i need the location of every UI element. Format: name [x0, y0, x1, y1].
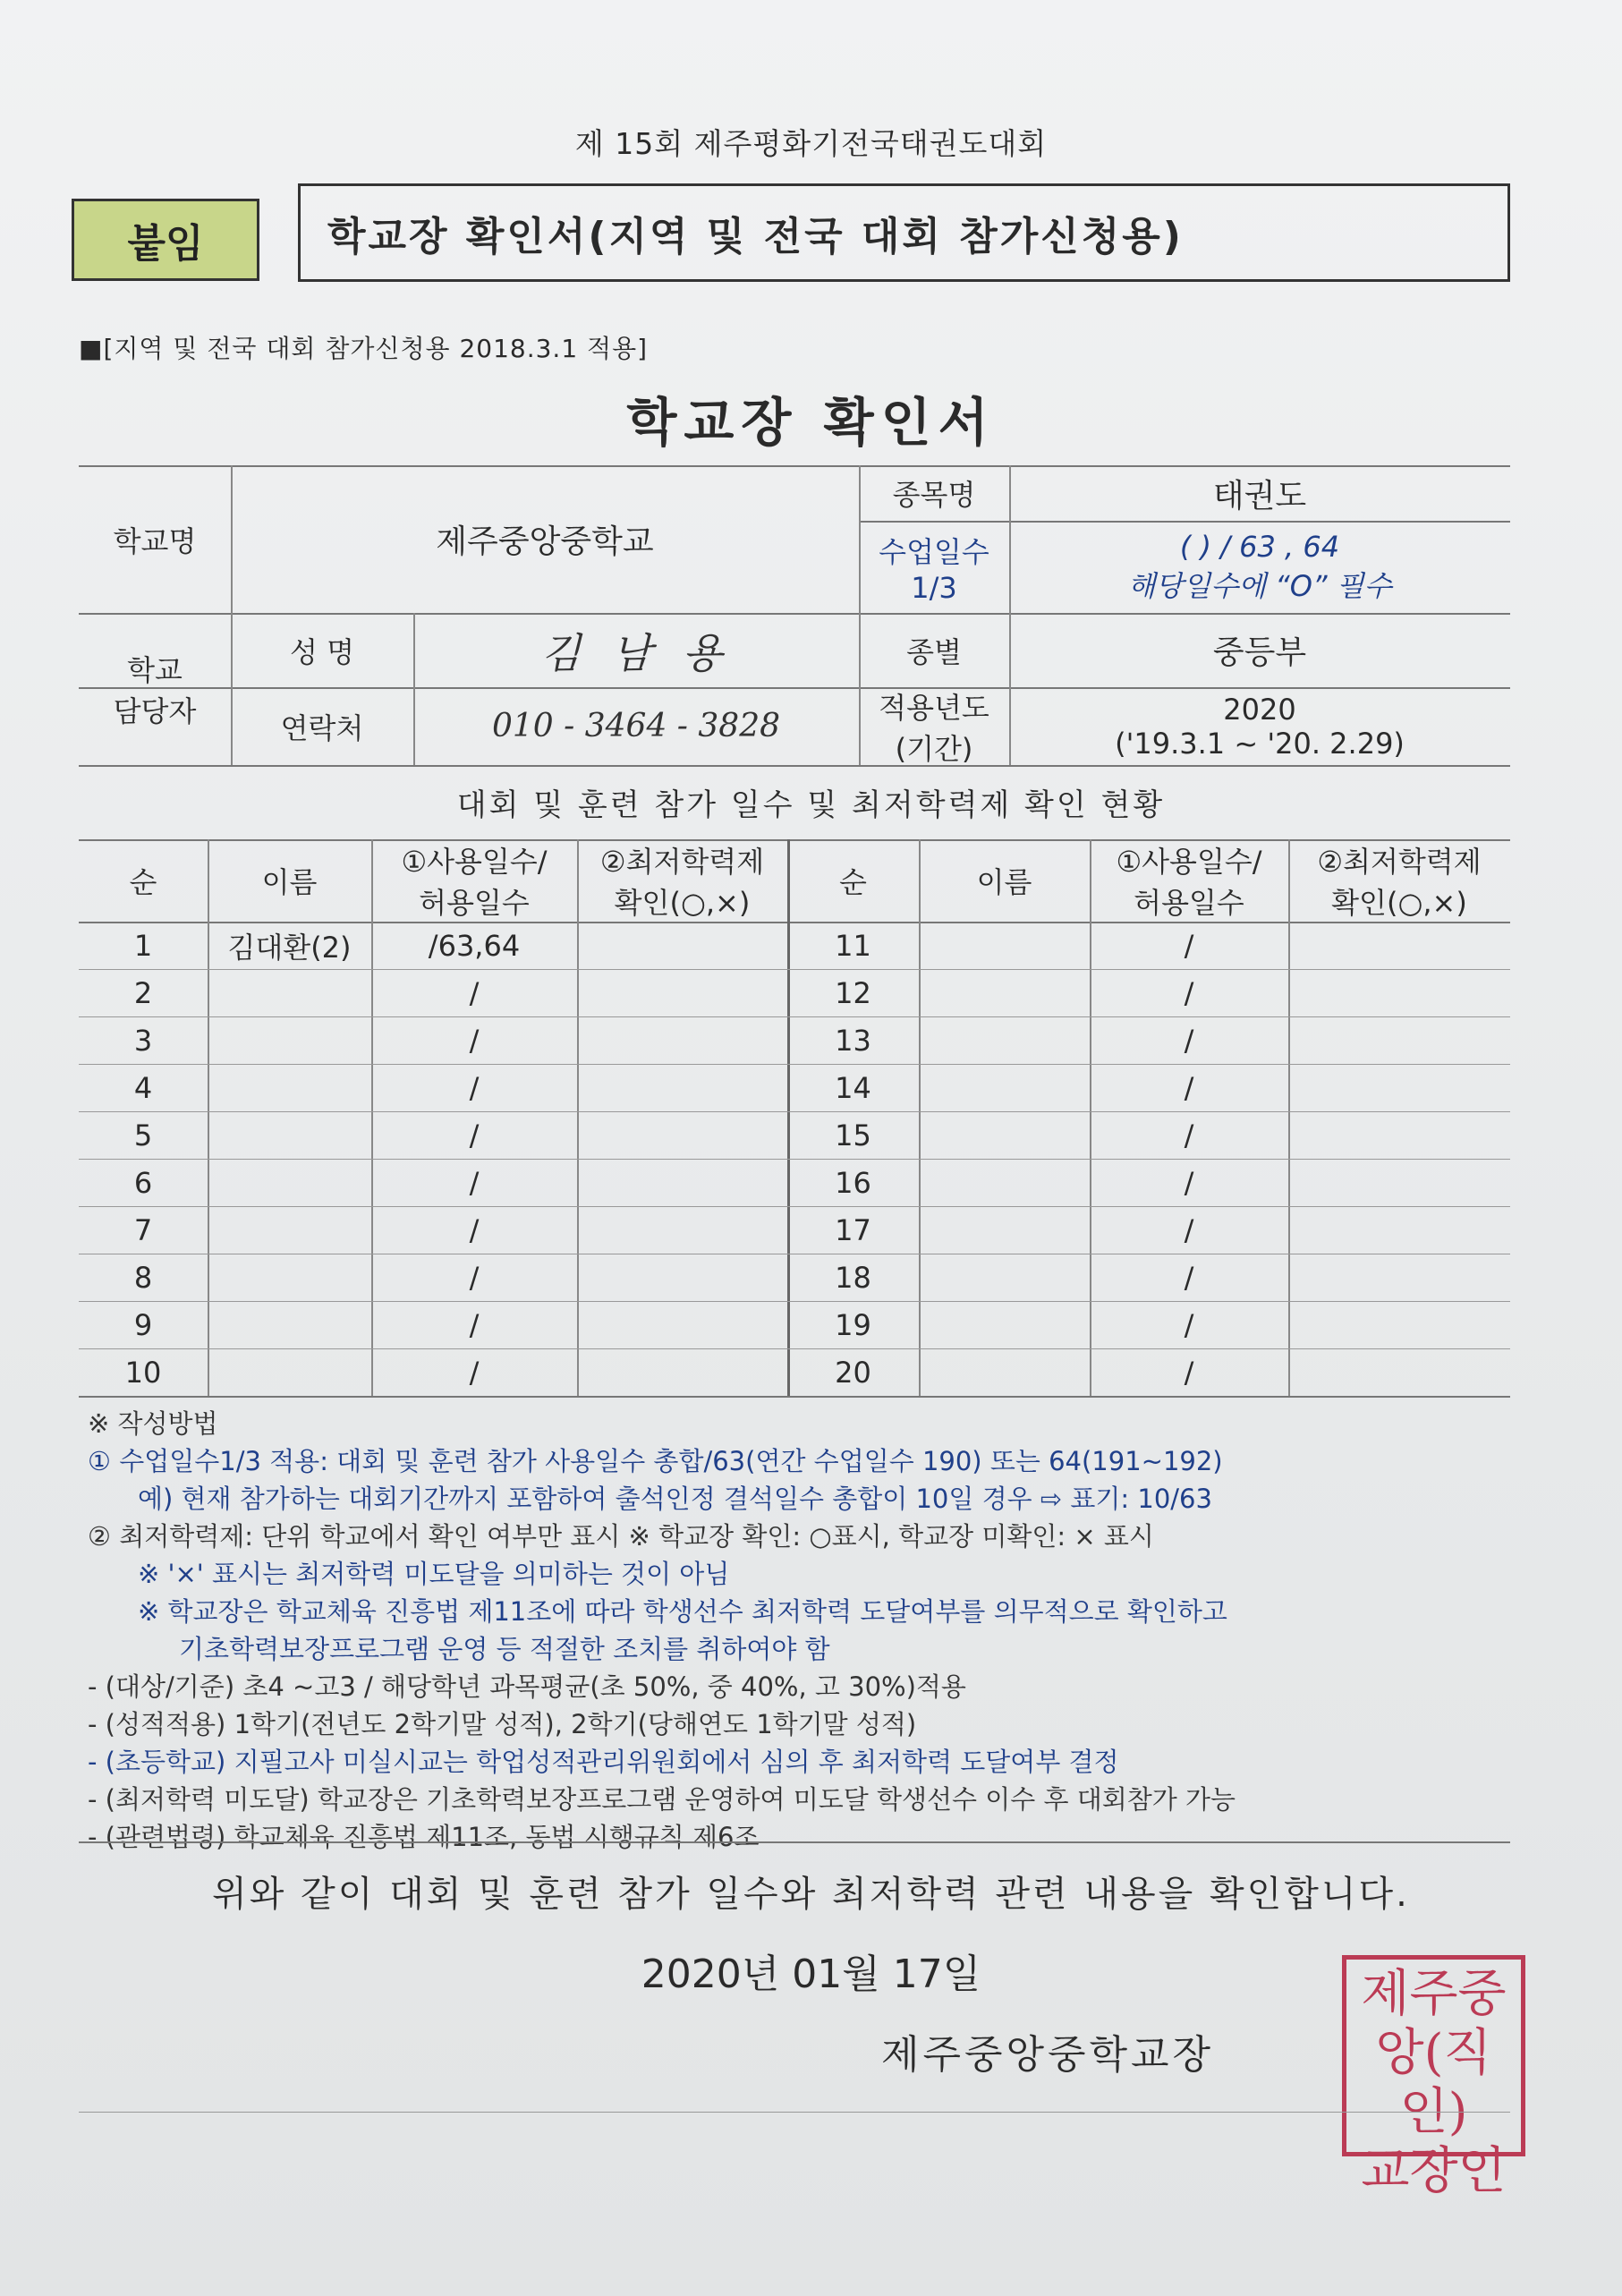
athlete-name	[208, 1254, 371, 1301]
principal-name: 제주중앙중학교장	[881, 2032, 1215, 2078]
days-used: /	[1184, 1307, 1194, 1342]
instruction-10: - (최저학력 미도달) 학교장은 기초학력보장프로그램 운영하여 미도달 학생선수 이수 후 대회참가 가능	[88, 1784, 1236, 1815]
academic-check	[1288, 1254, 1510, 1301]
school-name-value: 제주중앙중학교	[436, 523, 654, 560]
instruction-9: - (초등학교) 지필고사 미실시교는 학업성적관리위원회에서 심의 후 최저학력 도달여부 결정	[88, 1747, 1119, 1777]
instruction-5: ※ 학교장은 학교체육 진흥법 제11조에 따라 학생선수 최저학력 도달여부를 의무적으로 확인하고	[138, 1596, 1227, 1627]
header-no-right: 순	[839, 865, 867, 899]
days-used: /	[469, 1165, 480, 1200]
academic-check	[577, 1064, 787, 1111]
attachment-badge: 붙임	[72, 199, 259, 281]
academic-check	[1288, 969, 1510, 1016]
row-number: 3	[133, 1023, 153, 1058]
class-days-fraction: ( ) / 63 , 64	[1179, 529, 1340, 564]
class-days-label-line2: 1/3	[911, 570, 957, 605]
instruction-4: ※ '×' 표시는 최저학력 미도달을 의미하는 것이 아님	[138, 1559, 730, 1589]
athlete-name	[208, 1159, 371, 1206]
year-value-line2: ('19.3.1 ~ '20. 2.29)	[1115, 726, 1405, 761]
row-number: 1	[133, 928, 153, 963]
instruction-1: ① 수업일수1/3 적용: 대회 및 훈련 참가 사용일수 총합/63(연간 수업일수 190) 또는 64(191~192)	[88, 1446, 1223, 1476]
row-number: 8	[133, 1260, 153, 1295]
athlete-name	[919, 1064, 1090, 1111]
contact-label-line2: 담당자	[113, 694, 197, 728]
days-used: /	[469, 1023, 480, 1058]
days-used: /	[469, 1070, 480, 1105]
header-days-left-line1: ①사용일수/	[401, 845, 548, 879]
header-days-left-line2: 허용일수	[419, 886, 530, 920]
row-number: 19	[835, 1307, 871, 1342]
year-label-line1: 적용년도	[879, 690, 989, 725]
document-title: 학교장 확인서	[626, 392, 996, 453]
row-number: 17	[835, 1212, 871, 1247]
school-name-label: 학교명	[113, 523, 197, 558]
academic-check	[577, 1206, 787, 1254]
days-used: /	[1184, 1165, 1194, 1200]
athlete-name	[208, 1016, 371, 1064]
athlete-name	[919, 922, 1090, 969]
athlete-name	[919, 1301, 1090, 1348]
instruction-3: ② 최저학력제: 단위 학교에서 확인 여부만 표시 ※ 학교장 확인: ○표시, 학교장 미확인: × 표시	[88, 1521, 1154, 1552]
academic-check	[577, 969, 787, 1016]
athlete-name	[919, 1111, 1090, 1159]
status-subtitle: 대회 및 훈련 참가 일수 및 최저학력제 확인 현황	[456, 787, 1166, 823]
row-number: 6	[133, 1165, 153, 1200]
athlete-name	[919, 1206, 1090, 1254]
row-number: 9	[133, 1307, 153, 1342]
academic-check	[1288, 922, 1510, 969]
athlete-name	[208, 1064, 371, 1111]
athlete-name	[208, 969, 371, 1016]
year-value	[1009, 687, 1510, 765]
class-days-label-line1: 수업일수	[879, 534, 989, 569]
days-used: /	[1184, 1023, 1194, 1058]
days-used: /	[469, 1260, 480, 1295]
year-label-line2: (기간)	[895, 731, 973, 766]
class-days-instruction: 해당일수에 “O” 필수	[1127, 568, 1392, 603]
days-used: /	[1184, 1260, 1194, 1295]
days-used: /	[1184, 1070, 1194, 1105]
year-value-line1: 2020	[1223, 692, 1296, 727]
athlete-name	[919, 1348, 1090, 1396]
name-label: 성 명	[290, 634, 354, 669]
instruction-7: - (대상/기준) 초4 ~고3 / 해당학년 과목평균(초 50%, 중 40%, 고 30%)적용	[88, 1671, 966, 1702]
days-used: /	[1184, 1355, 1194, 1390]
official-seal: 제주중 앙(직인) 교장인	[1342, 1955, 1525, 2156]
athlete-name	[919, 1016, 1090, 1064]
days-used: /	[469, 1355, 480, 1390]
instruction-11: - (관련법령) 학교체육 진흥법 제11조, 동법 시행규칙 제6조	[88, 1822, 760, 1852]
days-used: /	[1184, 975, 1194, 1010]
division-value: 중등부	[1212, 634, 1307, 671]
days-used: /	[469, 1212, 480, 1247]
confirmation-statement: 위와 같이 대회 및 훈련 참가 일수와 최저학력 관련 내용을 확인합니다.	[212, 1874, 1410, 1915]
academic-check	[577, 1254, 787, 1301]
row-number: 4	[133, 1070, 153, 1105]
signing-date: 2020년 01월 17일	[641, 1952, 981, 1997]
class-days-value	[1009, 521, 1510, 613]
row-number: 12	[835, 975, 871, 1010]
academic-check	[1288, 1111, 1510, 1159]
header-days-right-line2: 허용일수	[1134, 886, 1244, 920]
academic-check	[577, 1348, 787, 1396]
sport-label: 종목명	[892, 478, 976, 512]
academic-check	[1288, 1348, 1510, 1396]
class-days-label	[859, 521, 1009, 613]
row-number: 14	[835, 1070, 871, 1105]
sport-value: 태권도	[1212, 477, 1307, 514]
days-used: /	[1184, 928, 1194, 963]
days-used: /	[469, 1307, 480, 1342]
header-acad-right-line1: ②최저학력제	[1317, 845, 1482, 879]
contact-label-line1: 학교	[127, 653, 183, 687]
row-number: 5	[133, 1118, 153, 1152]
row-number: 20	[835, 1355, 871, 1390]
academic-check	[1288, 1206, 1510, 1254]
year-label	[859, 687, 1009, 765]
academic-check	[1288, 1016, 1510, 1064]
header-no-left: 순	[129, 865, 157, 899]
phone-value-handwritten: 010 - 3464 - 3828	[491, 708, 781, 744]
division-label: 종별	[906, 634, 962, 669]
athlete-name	[919, 1159, 1090, 1206]
athlete-name	[208, 1111, 371, 1159]
instructions-heading: ※ 작성방법	[88, 1408, 218, 1439]
academic-check	[577, 1111, 787, 1159]
athlete-name	[919, 969, 1090, 1016]
days-used: /	[469, 1118, 480, 1152]
name-value-handwritten: 김 남 용	[540, 628, 732, 677]
row-number: 11	[835, 928, 871, 963]
header-days-left	[371, 839, 577, 922]
athlete-name	[208, 1206, 371, 1254]
academic-check	[577, 1016, 787, 1064]
days-used: /63,64	[428, 928, 521, 963]
instruction-2: 예) 현재 참가하는 대회기간까지 포함하여 출석인정 결석일수 총합이 10일 경우 ⇨ 표기: 10/63	[138, 1484, 1212, 1514]
academic-check	[577, 1159, 787, 1206]
header-days-right	[1090, 839, 1288, 922]
instruction-6: 기초학력보장프로그램 운영 등 적절한 조치를 취하여야 함	[179, 1634, 830, 1664]
header-days-right-line1: ①사용일수/	[1116, 845, 1262, 879]
days-used: /	[1184, 1212, 1194, 1247]
phone-label: 연락처	[280, 710, 364, 745]
row-number: 2	[133, 975, 153, 1010]
header-name-right: 이름	[976, 865, 1032, 899]
contact-person-label	[79, 613, 231, 765]
academic-check	[577, 1301, 787, 1348]
athlete-name	[208, 1348, 371, 1396]
event-title: 제 15회 제주평화기전국태권도대회	[574, 126, 1048, 161]
academic-check	[1288, 1159, 1510, 1206]
application-note: ■[지역 및 전국 대회 참가신청용 2018.3.1 적용]	[79, 334, 649, 363]
row-number: 18	[835, 1260, 871, 1295]
header-acad-left-line1: ②최저학력제	[599, 845, 765, 879]
row-number: 7	[133, 1212, 153, 1247]
header-name-left: 이름	[261, 865, 318, 899]
instructions	[88, 1405, 1555, 1856]
row-number: 13	[835, 1023, 871, 1058]
header-acad-right-line2: 확인(○,×)	[1331, 886, 1467, 920]
instruction-8: - (성적적용) 1학기(전년도 2학기말 성적), 2학기(당해연도 1학기말 성적)	[88, 1709, 917, 1739]
days-used: /	[469, 975, 480, 1010]
header-acad-left	[577, 839, 787, 922]
academic-check	[577, 922, 787, 969]
document-heading-box: 학교장 확인서(지역 및 전국 대회 참가신청용)	[298, 183, 1510, 282]
athlete-name	[919, 1254, 1090, 1301]
days-used: /	[1184, 1118, 1194, 1152]
athlete-name: 김대환(2)	[227, 930, 352, 965]
header-acad-left-line2: 확인(○,×)	[614, 886, 751, 920]
academic-check	[1288, 1064, 1510, 1111]
athlete-name	[208, 1301, 371, 1348]
row-number: 15	[835, 1118, 871, 1152]
header-acad-right	[1288, 839, 1510, 922]
row-number: 16	[835, 1165, 871, 1200]
academic-check	[1288, 1301, 1510, 1348]
row-number: 10	[124, 1355, 162, 1390]
